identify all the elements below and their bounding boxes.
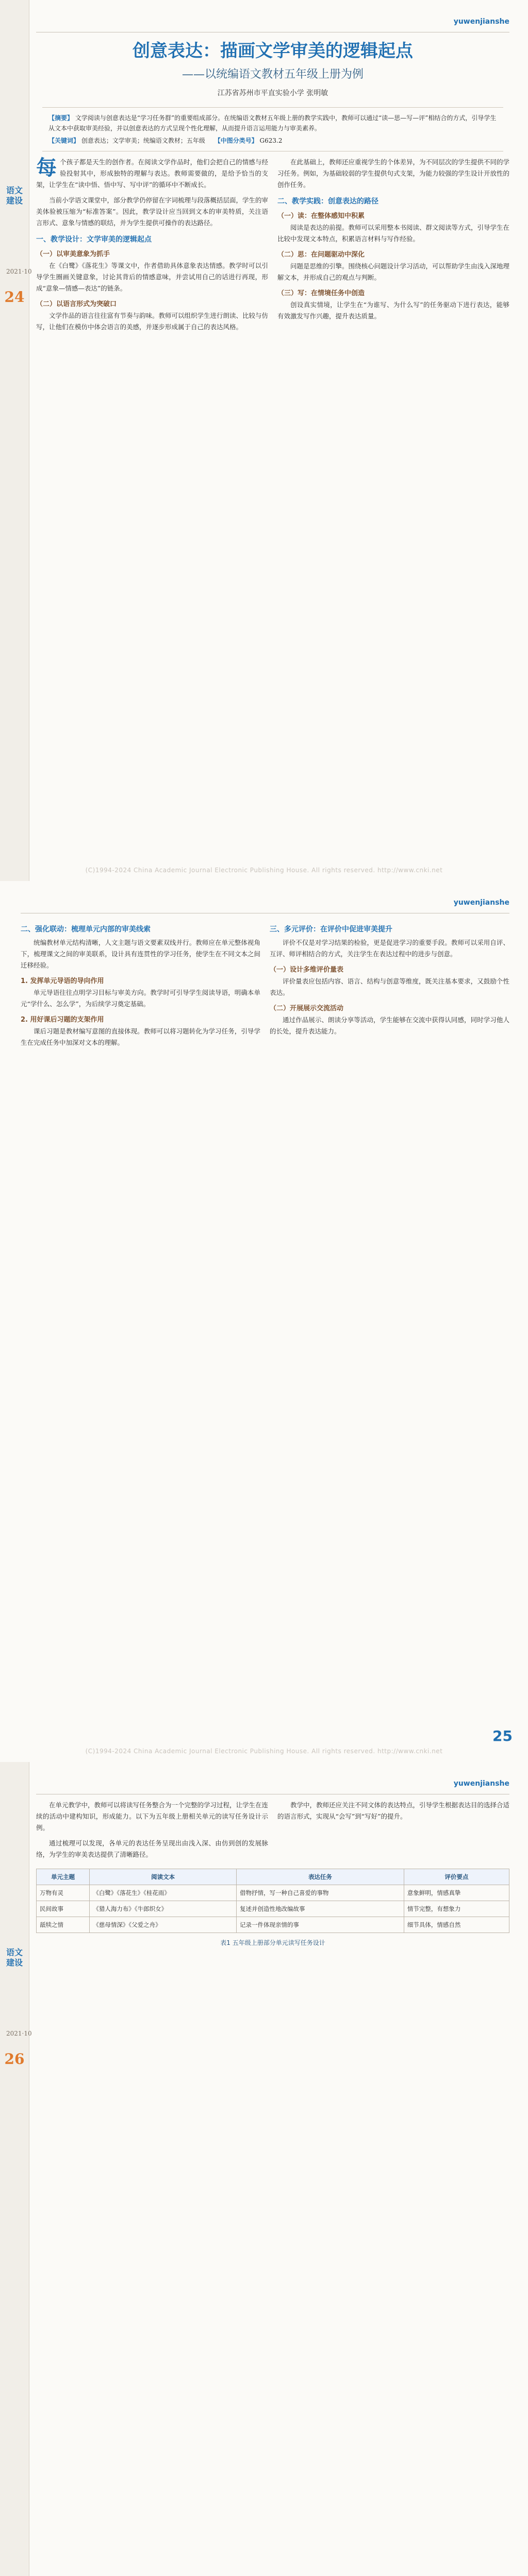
keywords-text: 创意表达；文学审美；统编语文教材；五年级 xyxy=(81,137,205,144)
article-page-2 xyxy=(0,881,528,1762)
task-table xyxy=(36,1869,509,1933)
subsection-heading: 1. 发挥单元导语的导向作用 xyxy=(21,977,104,985)
table-row xyxy=(37,1901,509,1917)
table-cell: 意象鲜明，情感真挚 xyxy=(404,1885,509,1901)
paragraph: 课后习题是教材编写意图的直接体现。教师可以将习题转化为学习任务，引导学生在完成任务中加深对文本的理解。 xyxy=(21,1027,260,1046)
paragraph: 在单元教学中，教师可以将读写任务整合为一个完整的学习过程，让学生在连续的活动中建构知识，形成能力。以下为五年级上册相关单元的读写任务设计示例。 xyxy=(36,1801,269,1832)
subsection-heading: （三）写：在情境任务中创造 xyxy=(277,290,365,297)
subsection-heading: 2. 用好课后习题的支架作用 xyxy=(21,1016,104,1024)
paragraph: 文学作品的语言往往富有节奏与韵味。教师可以组织学生进行朗读、比较与仿写，让他们在模仿中体会语言的美感，并逐步形成属于自己的表达风格。 xyxy=(36,312,269,331)
column-left xyxy=(21,919,260,1053)
article-page-1 xyxy=(0,0,528,881)
paragraph-text: 个孩子都是天生的创作者。在阅读文学作品时，他们会把自己的情感与经验投射其中，形成独特的理解与表达。教师需要做的，是给予恰当的支架，让学生在“读中悟、悟中写、写中评”的循环中不断成长。 xyxy=(36,158,268,189)
subsection-heading: （二）开展展示交流活动 xyxy=(270,1005,344,1012)
column-right xyxy=(277,1800,509,1865)
table-header-cell: 单元主题 xyxy=(37,1869,90,1885)
paragraph: 在《白鹭》《落花生》等课文中，作者借助具体意象表达情感。教学时可以引导学生圈画关键意象，讨论其背后的情感意味，并尝试用自己的话进行再现，形成“意象—情感—表达”的链条。 xyxy=(36,262,268,292)
two-column-body xyxy=(36,1800,509,1865)
table-cell: 复述并创造性地改编故事 xyxy=(236,1901,404,1917)
table-cell: 细节具体，情感自然 xyxy=(404,1917,509,1933)
subsection-heading: （二）思：在问题驱动中深化 xyxy=(277,251,365,259)
table-header-cell: 表达任务 xyxy=(236,1869,404,1885)
side-strip xyxy=(0,1762,32,2576)
article-subtitle: ——以统编语文教材五年级上册为例 xyxy=(182,68,364,81)
table-caption: 表1 五年级上册部分单元读写任务设计 xyxy=(220,1939,325,1946)
page-content xyxy=(36,1776,509,2576)
abstract-text: 文学阅读与创意表达是“学习任务群”的重要组成部分。在统编语文教材五年级上册的教学实践中，教师可以通过“读—思—写—评”相结合的方式，引导学生从文本中获取审美经验，并以创意表达的方式呈现个性化理解，从而提升语言运用能力与审美素养。 xyxy=(48,114,497,132)
article-page-3 xyxy=(0,1762,528,2576)
page-header xyxy=(21,895,509,913)
side-page-number: 24 xyxy=(4,289,25,306)
page-header xyxy=(36,1776,509,1794)
table-row xyxy=(37,1885,509,1901)
side-year: 2021·10 xyxy=(6,268,32,275)
subsection-heading: （二）以语言形式为突破口 xyxy=(36,300,117,308)
section-heading: 二、教学实践：创意表达的路径 xyxy=(277,197,378,206)
task-table-block xyxy=(36,1869,509,1947)
column-right xyxy=(270,919,509,1053)
table-header-row xyxy=(37,1869,509,1885)
header-brand: yuwenjianshe xyxy=(453,899,509,907)
abstract-label: 【摘要】 xyxy=(48,114,74,122)
side-strip xyxy=(0,0,32,881)
section-heading: 二、强化联动：梳理单元内部的审美线索 xyxy=(21,925,151,934)
side-mark: 语文建设 xyxy=(6,185,23,206)
table-header-cell: 评价要点 xyxy=(404,1869,509,1885)
table-cell: 《白鹭》《落花生》《桂花雨》 xyxy=(90,1885,237,1901)
table-cell: 记录一件体现亲情的事 xyxy=(236,1917,404,1933)
paragraph: 通过作品展示、朗读分享等活动，学生能够在交流中获得认同感，同时学习他人的长处，提升表达能力。 xyxy=(270,1016,509,1035)
page-content xyxy=(36,14,509,867)
paragraph xyxy=(36,157,268,191)
class-number: G623.2 xyxy=(259,137,283,144)
column-left xyxy=(36,1800,268,1865)
page-number: 25 xyxy=(492,1727,513,1744)
paragraph: 创设真实情境，让学生在“为谁写、为什么写”的任务驱动下进行表达，能够有效激发写作兴趣，提升表达质量。 xyxy=(277,301,509,320)
paragraph: 问题是思维的引擎。围绕核心问题设计学习活动，可以帮助学生由浅入深地理解文本，并形成自己的观点与判断。 xyxy=(277,262,510,281)
subsection-heading: （一）设计多维评价量表 xyxy=(270,966,344,974)
paragraph: 通过梳理可以发现，各单元的表达任务呈现出由浅入深、由仿到创的发展脉络，为学生的审美表达提供了清晰路径。 xyxy=(36,1839,268,1858)
paragraph: 单元导语往往点明学习目标与审美方向。教学时可引导学生阅读导语，明确本单元“学什么、怎么学”，为后续学习奠定基础。 xyxy=(21,989,260,1008)
column-left xyxy=(36,157,268,337)
header-brand: yuwenjianshe xyxy=(453,18,509,26)
watermark: (C)1994-2024 China Academic Journal Electronic Publishing House. All rights reserved. http://www.cnki.net xyxy=(85,867,443,874)
paragraph: 当前小学语文课堂中，部分教学仍停留在字词梳理与段落概括层面，学生的审美体验被压缩为“标准答案”。因此，教学设计应当回到文本的审美特质，关注语言形式、意象与情感的联结，并为学生提供可操作的表达路径。 xyxy=(36,196,269,227)
paragraph: 评价不仅是对学习结果的检验，更是促进学习的重要手段。教师可以采用自评、互评、师评相结合的方式，关注学生在表达过程中的进步与创意。 xyxy=(270,939,509,958)
page-content xyxy=(21,895,509,1748)
page-header xyxy=(36,14,509,32)
table-cell: 《猎人海力布》《牛郎织女》 xyxy=(90,1901,237,1917)
section-heading: 三、多元评价：在评价中促进审美提升 xyxy=(270,925,392,934)
column-right xyxy=(277,157,509,337)
paragraph: 在此基础上，教师还应重视学生的个体差异，为不同层次的学生提供不同的学习任务。例如，为基础较弱的学生提供句式支架，为能力较强的学生设计开放性的创作任务。 xyxy=(277,158,510,189)
subsection-heading: （一）读：在整体感知中积累 xyxy=(277,212,365,220)
paragraph: 统编教材单元结构清晰，人文主题与语文要素双线并行。教师应在单元整体视角下，梳理课文之间的审美联系，设计具有连贯性的学习任务，使学生在不同文本之间迁移经验。 xyxy=(21,939,260,969)
paragraph: 教学中，教师还应关注不同文体的表达特点，引导学生根据表达目的选择合适的语言形式，实现从“会写”到“写好”的提升。 xyxy=(277,1801,510,1820)
two-column-body xyxy=(36,157,509,337)
drop-cap: 每 xyxy=(36,156,57,180)
table-cell: 《慈母情深》《父爱之舟》 xyxy=(90,1917,237,1933)
table-header-cell: 阅读文本 xyxy=(90,1869,237,1885)
table-cell: 借物抒情，写一种自己喜爱的事物 xyxy=(236,1885,404,1901)
abstract xyxy=(42,107,503,151)
section-heading: 一、教学设计：文学审美的逻辑起点 xyxy=(36,235,152,244)
table-row xyxy=(37,1917,509,1933)
table-cell: 情节完整，有想象力 xyxy=(404,1901,509,1917)
header-brand: yuwenjianshe xyxy=(453,1780,509,1788)
article-author: 江苏省苏州市平直实验小学 张明敏 xyxy=(217,89,328,97)
side-page-number: 26 xyxy=(4,2050,25,2067)
table-cell: 民间故事 xyxy=(37,1901,90,1917)
class-number-label: 【中图分类号】 xyxy=(214,137,258,144)
two-column-body xyxy=(21,919,509,1053)
paragraph: 评价量表应包括内容、语言、结构与创意等维度，既关注基本要求，又鼓励个性表达。 xyxy=(270,977,509,996)
watermark: (C)1994-2024 China Academic Journal Electronic Publishing House. All rights reserved. http://www.cnki.net xyxy=(85,1748,443,1755)
article-title-block xyxy=(36,40,509,98)
table-cell: 万物有灵 xyxy=(37,1885,90,1901)
paragraph: 阅读是表达的前提。教师可以采用整本书阅读、群文阅读等方式，引导学生在比较中发现文本特点，积累语言材料与写作经验。 xyxy=(277,224,510,243)
table-cell: 舐犊之情 xyxy=(37,1917,90,1933)
side-year: 2021·10 xyxy=(6,2030,32,2037)
side-mark: 语文建设 xyxy=(6,1947,23,1968)
subsection-heading: （一）以审美意象为抓手 xyxy=(36,250,110,258)
keywords-label: 【关键词】 xyxy=(48,137,80,144)
article-title: 创意表达：描画文学审美的逻辑起点 xyxy=(133,41,413,61)
